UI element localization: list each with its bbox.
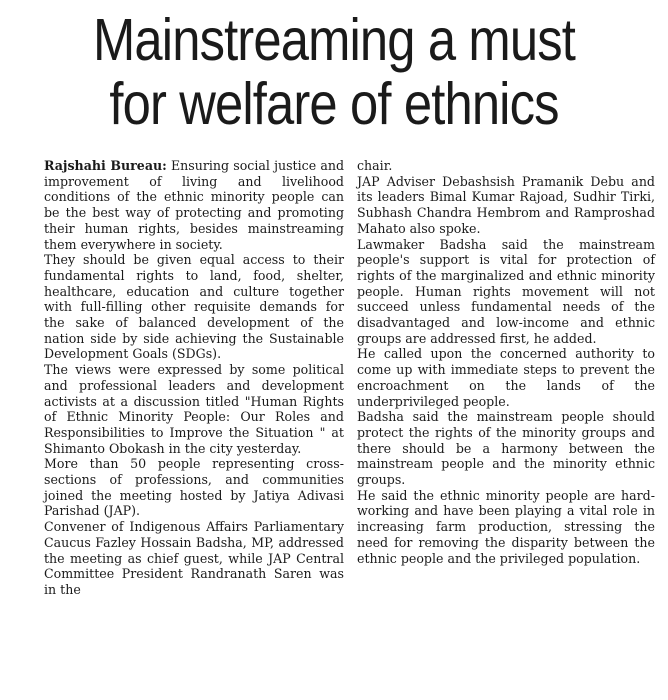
article-paragraph: He said the ethnic minority people are hard-working and have been playing a vital role in increasing farm production, stressing the need for removing the disparity between the ethnic people and the privileged population.: [357, 487, 655, 566]
headline-line-1: Mainstreaming a must: [93, 7, 575, 73]
headline-line-2: for welfare of ethnics: [109, 71, 559, 137]
article-paragraph: More than 50 people representing cross-sections of professions, and communities joined the meeting hosted by Jatiya Adivasi Parishad (JAP).: [44, 456, 344, 519]
article-paragraph: chair.: [357, 158, 393, 173]
article-column-left: [44, 158, 344, 598]
article-paragraph: He called upon the concerned authority to come up with immediate steps to prevent the encroachment on the lands of the underprivileged people.: [357, 346, 655, 409]
article-paragraph: Convener of Indigenous Affairs Parliamentary Caucus Fazley Hossain Badsha, MP, addressed the meeting as chief guest, while JAP Central Committee President Randranath Saren was in the: [44, 519, 344, 597]
article-paragraph: [44, 158, 344, 252]
article-paragraph: Lawmaker Badsha said the mainstream people's support is vital for protection of rights of the marginalized and ethnic minority people. Human rights movement will not succeed unless fundamental needs of the disadvantaged and low-income and ethnic groups are addressed first, he added.: [357, 236, 655, 346]
article-paragraph: The views were expressed by some political and professional leaders and development activists at a discussion titled "Human Rights of Ethnic Minority People: Our Roles and Responsibilities to Improve the Situation " at Shimanto Obokash in the city yesterday.: [44, 362, 344, 456]
article-paragraph: Badsha said the mainstream people should protect the rights of the minority groups and there should be a harmony between the mainstream people and the minority ethnic groups.: [357, 409, 655, 488]
headline: [57, 8, 611, 136]
article-paragraph: JAP Adviser Debashsish Pramanik Debu and its leaders Bimal Kumar Rajoad, Sudhir Tirki, Subhash Chandra Hembrom and Ramproshad Mahato also spoke.: [357, 173, 655, 236]
lead-text: Ensuring social justice and improvement of living and livelihood conditions of the ethnic minority people can be the best way of protecting and promoting their human rights, besides mainstreaming them everywhere in society.: [44, 158, 344, 252]
dateline: Rajshahi Bureau:: [44, 158, 167, 173]
article-column-right: [357, 158, 655, 566]
article-paragraph: They should be given equal access to their fundamental rights to land, food, shelter, healthcare, education and culture together with full-filling other requisite demands for the sake of balanced development of the nation side by side achieving the Sustainable Development Goals (SDGs).: [44, 252, 344, 362]
